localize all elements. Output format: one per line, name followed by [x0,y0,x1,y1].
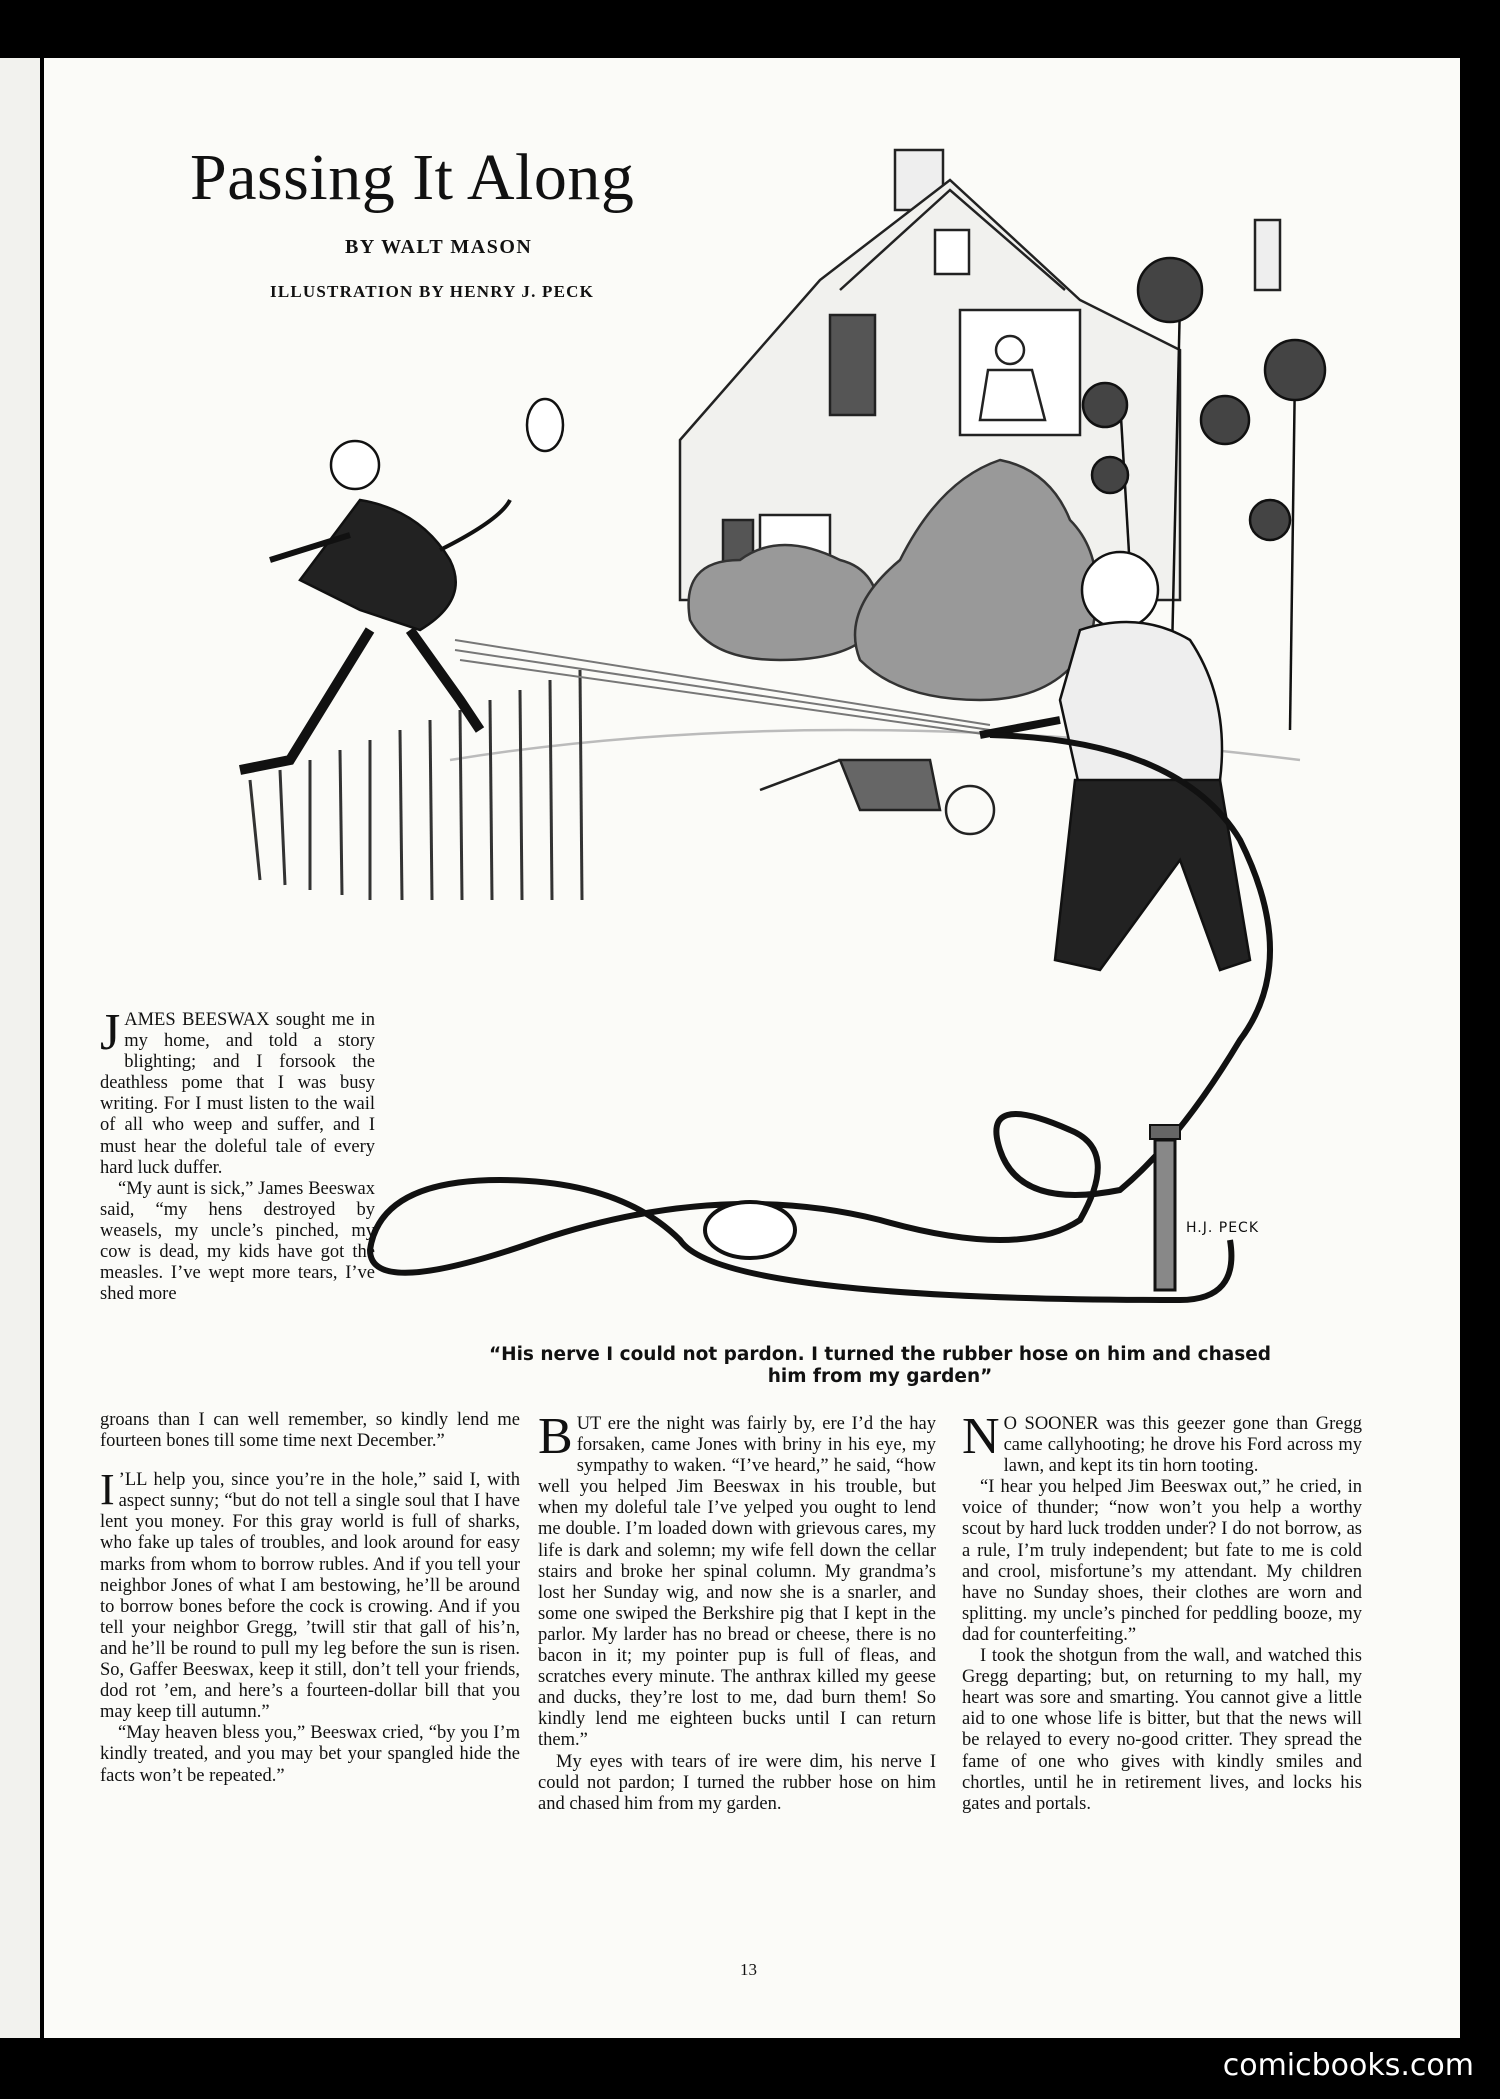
column-1-bottom [100,1410,520,1787]
drop-cap: J [100,1004,121,1061]
column-2 [538,1408,936,1815]
paragraph-text: ’LL help you, since you’re in the hole,” said I, with aspect sunny; “but do not tell a single soul that I have lent you money. For this gray world is full of sharks, who fake up tales of troubles, and look around for easy marks from whom to borrow rubles. And if you tell your neighbor Jones of what I am bestowing, he’ll be around to borrow bones before the cock is crowing. And if you tell your neighbor Gregg, ’twill stir that gall of his’n, and he’ll be round to pull my leg before the sun is risen. So, Gaffer Beeswax, keep it still, don’t tell your friends, dod rot ’em, and here’s a fourteen-dollar bill that you may keep till autumn.” [100,1470,520,1723]
site-watermark: comicbooks.com [1222,2048,1474,2083]
paragraph [100,1465,520,1723]
paragraph: “May heaven bless you,” Beeswax cried, “by you I’m kindly treated, and you may bet your spangled hide the facts won’t be repeated.” [100,1723,520,1786]
facing-page-edge [0,58,40,2038]
fence-drawing [250,670,582,900]
column-1-top [100,1004,375,1305]
article-title: Passing It Along [190,141,635,214]
paragraph: “My aunt is sick,” James Beeswax said, “my hens destroyed by weasels, my uncle’s pinched, my cow is dead, my kids have got the measles. I’ve wept more tears, I’ve shed more [100,1178,375,1305]
drop-cap: I [100,1465,115,1515]
paragraph-text: UT ere the night was fairly by, ere I’d the hay forsaken, came Jones with briny in his eye, my sympathy to waken. “I’ve heard,” he said, “how well you helped Jim Beeswax in his trouble, but when my doleful tale I’ve yelped you ought to lend me double. I’m loaded down with grievous cares, my life is dark and solemn; my wife fell down the cellar stairs and broke her spinal column. My grandma’s lost her Sunday wig, and now she is a snarler, and some one swiped the Berkshire pig that I kept in the parlor. My larder has no bread or cheese, there is no bacon in it; my pointer pup is full of fleas, and scratches every minute. The anthrax killed my geese and ducks, they’re lost to me, dad burn them! So kindly lend me eighteen bucks until I can return them.” [538,1414,936,1751]
column-3 [962,1408,1362,1815]
paragraph [962,1408,1362,1477]
paragraph-text: O SOONER was this geezer gone than Gregg came callyhooting; he drove his Ford across my lawn, and kept its tin horn tooting. [1003,1414,1362,1477]
artist-signature: H.J. PECK [1186,1220,1260,1236]
page-number: 13 [740,1960,757,1979]
wheelbarrow-drawing [760,760,994,834]
paragraph: groans than I can well remember, so kindly lend me fourteen bones till some time next December.” [100,1410,520,1452]
paragraph [538,1408,936,1752]
author-byline: BY WALT MASON [345,236,533,258]
illustration-caption: “His nerve I could not pardon. I turned the rubber hose on him and chased him from my garden” [488,1344,1272,1387]
drop-cap: B [538,1408,573,1465]
paragraph-text: AMES BEESWAX sought me in my home, and told a story blighting; and I forsook the deathless pome that I was busy writing. For I must listen to the wail of all who weep and suffer, and I must hear the doleful tale of every hard luck duffer. [100,1010,375,1178]
paragraph: “I hear you helped Jim Beeswax out,” he cried, in voice of thunder; “now won’t you help a worthy scout by hard luck trodden under? I do not borrow, as a rule, I’m truly independent; but fate to me is cold and crool, misfortune’s my attendant. My children have no Sunday shoes, their clothes are worn and splitting. my uncle’s pinched for peddling booze, my dad for counterfeiting.” [962,1477,1362,1645]
running-man-drawing [240,399,563,770]
drop-cap: N [962,1408,1000,1465]
paragraph: My eyes with tears of ire were dim, his nerve I could not pardon; I turned the rubber hose on him and chased him from my garden. [538,1751,936,1814]
illustrator-credit: ILLUSTRATION BY HENRY J. PECK [270,282,595,301]
paragraph: I took the shotgun from the wall, and watched this Gregg departing; but, on returning to my hall, my heart was sore and smarting. You cannot give a little aid to one whose life is bitter, but that the news will be relayed to every no-good critter. They spread the fame of one who gives with kindly smiles and chortles, until he in retirement lives, and locks his gates and portals. [962,1646,1362,1814]
paragraph [100,1004,375,1179]
